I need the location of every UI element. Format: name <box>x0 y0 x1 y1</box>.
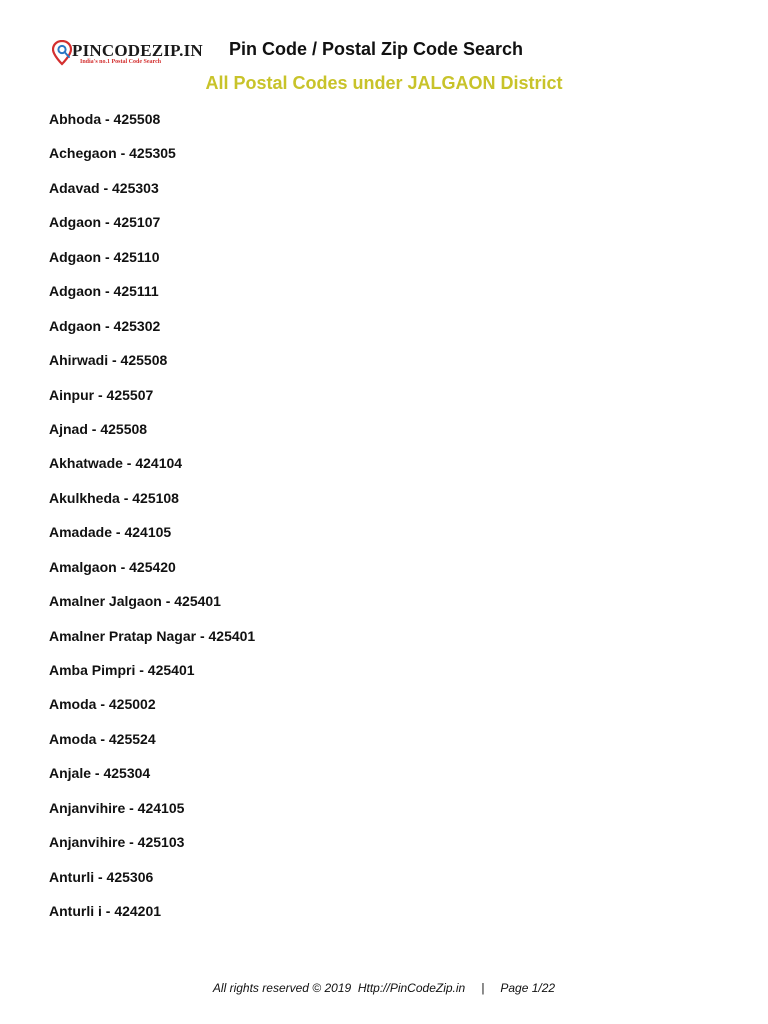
page-header <box>0 0 768 110</box>
logo-tagline: India's no.1 Postal Code Search <box>80 59 162 65</box>
site-logo[interactable] <box>52 40 212 70</box>
list-item: Akhatwade - 424104 <box>49 455 183 472</box>
list-item: Adgaon - 425111 <box>49 283 159 300</box>
list-item: Achegaon - 425305 <box>49 145 176 162</box>
list-item: Ainpur - 425507 <box>49 386 154 403</box>
logo-text: PINCODEZIP.IN <box>72 41 203 60</box>
list-item: Amoda - 425524 <box>49 730 156 747</box>
district-title: All Postal Codes under JALGAON District <box>205 73 563 93</box>
list-item: Akulkheda - 425108 <box>49 489 179 506</box>
list-item: Anjanvihire - 424105 <box>49 799 185 816</box>
list-item: Adgaon - 425107 <box>49 214 161 231</box>
list-item: Adgaon - 425110 <box>49 248 160 265</box>
list-item: Anturli - 425306 <box>49 868 154 885</box>
list-item: Amba Pimpri - 425401 <box>49 662 195 678</box>
list-item: Amadade - 424105 <box>49 524 172 541</box>
list-item: Amalner Jalgaon - 425401 <box>49 593 221 610</box>
list-item: Anturli i - 424201 <box>49 903 162 920</box>
list-item: Adgaon - 425302 <box>49 317 161 334</box>
footer-separator: | <box>481 981 485 995</box>
list-item: Anjale - 425304 <box>49 765 151 782</box>
list-item: Ahirwadi - 425508 <box>49 352 168 369</box>
list-item: Anjanvihire - 425103 <box>49 834 185 851</box>
list-item: Amoda - 425002 <box>49 696 156 713</box>
list-item: Adavad - 425303 <box>49 179 159 196</box>
site-title: Pin Code / Postal Zip Code Search <box>229 39 524 59</box>
postal-code-list <box>49 110 255 937</box>
page-footer <box>0 981 768 995</box>
page-number: Page 1/22 <box>500 981 556 995</box>
list-item: Amalgaon - 425420 <box>49 558 176 575</box>
list-item: Amalner Pratap Nagar - 425401 <box>49 627 256 644</box>
list-item: Ajnad - 425508 <box>49 420 148 437</box>
list-item: Abhoda - 425508 <box>49 111 161 127</box>
map-pin-icon <box>52 40 74 66</box>
copyright-text: All rights reserved © 2019 Http://PinCodeZip.in <box>212 981 466 995</box>
